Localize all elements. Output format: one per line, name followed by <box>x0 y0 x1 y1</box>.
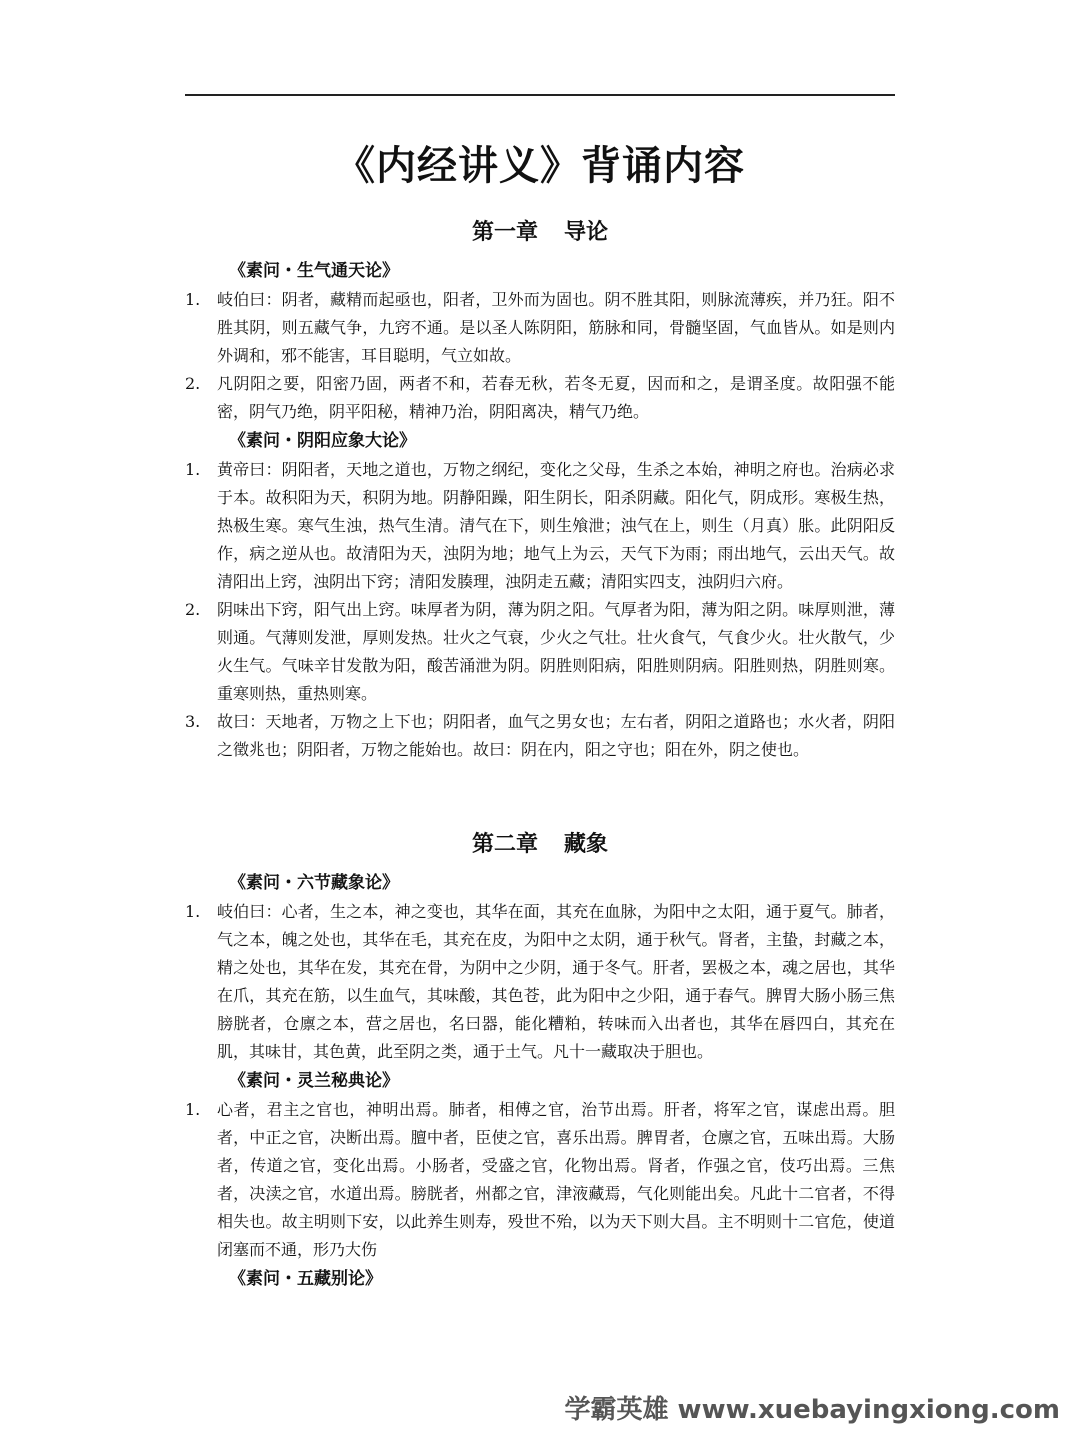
item-text: 阴味出下窍，阳气出上窍。味厚者为阴，薄为阴之阳。气厚者为阳，薄为阳之阴。味厚则泄，薄则通。气薄则发泄，厚则发热。壮火之气衰，少火之气壮。壮火食气，气食少火。壮火散气，少火生气。气味辛甘发散为阳，酸苦涌泄为阴。阴胜则阳病，阳胜则阴病。阳胜则热，阴胜则寒。重寒则热，重热则寒。 <box>217 600 895 703</box>
item-number: 1. <box>185 290 201 309</box>
chapter-2 <box>185 828 895 1294</box>
list-item <box>185 370 895 426</box>
list-item <box>185 898 895 1066</box>
list-item <box>185 1096 895 1264</box>
chapter-number: 第一章 <box>471 220 538 245</box>
item-number: 3. <box>185 712 201 731</box>
item-text: 岐伯曰：心者，生之本，神之变也，其华在面，其充在血脉，为阳中之太阳，通于夏气。肺者，气之本，魄之处也，其华在毛，其充在皮，为阳中之太阴，通于秋气。肾者，主蛰，封藏之本，精之处也，其华在发，其充在骨，为阴中之少阴，通于冬气。肝者，罢极之本，魂之居也，其华在爪，其充在筋，以生血气，其味酸，其色苍，此为阳中之少阳，通于春气。脾胃大肠小肠三焦膀胱者，仓廪之本，营之居也，名曰器，能化糟粕，转味而入出者也，其华在唇四白，其充在肌，其味甘，其色黄，此至阴之类，通于土气。凡十一藏取决于胆也。 <box>217 902 895 1061</box>
item-number: 1. <box>185 1100 201 1119</box>
item-number: 2. <box>185 374 201 393</box>
item-text: 凡阴阳之要，阳密乃固，两者不和，若春无秋，若冬无夏，因而和之，是谓圣度。故阳强不能密，阴气乃绝，阴平阳秘，精神乃治，阴阳离决，精气乃绝。 <box>217 374 895 421</box>
list-item <box>185 456 895 596</box>
item-text: 岐伯曰：阴者，藏精而起亟也，阳者，卫外而为固也。阴不胜其阳，则脉流薄疾，并乃狂。阳不胜其阴，则五藏气争，九窍不通。是以圣人陈阴阳，筋脉和同，骨髓坚固，气血皆从。如是则内外调和，邪不能害，耳目聪明，气立如故。 <box>217 290 895 365</box>
section-title: 《素问・五藏别论》 <box>229 1269 382 1289</box>
item-number: 1. <box>185 902 201 921</box>
chapter-1 <box>185 216 895 764</box>
page-title: 《内经讲义》背诵内容 <box>335 143 745 189</box>
item-number: 1. <box>185 460 201 479</box>
list-item <box>185 286 895 370</box>
section-title: 《素问・六节藏象论》 <box>229 873 399 893</box>
chapter-heading <box>185 828 895 862</box>
section-title: 《素问・生气通天论》 <box>229 261 399 281</box>
item-text: 心者，君主之官也，神明出焉。肺者，相傅之官，治节出焉。肝者，将军之官，谋虑出焉。胆者，中正之官，决断出焉。膻中者，臣使之官，喜乐出焉。脾胃者，仓廪之官，五味出焉。大肠者，传道之官，变化出焉。小肠者，受盛之官，化物出焉。肾者，作强之官，伎巧出焉。三焦者，决渎之官，水道出焉。膀胱者，州都之官，津液藏焉，气化则能出矣。凡此十二官者，不得相失也。故主明则下安，以此养生则寿，殁世不殆，以为天下则大昌。主不明则十二官危，使道闭塞而不通，形乃大伤 <box>217 1100 895 1259</box>
chapter-number: 第二章 <box>471 832 538 857</box>
list-item <box>185 708 895 764</box>
list-item <box>185 596 895 708</box>
item-text: 故曰：天地者，万物之上下也；阴阳者，血气之男女也；左右者，阴阳之道路也；水火者，阴阳之徵兆也；阴阳者，万物之能始也。故曰：阴在内，阳之守也；阳在外，阴之使也。 <box>217 712 895 759</box>
section-title: 《素问・灵兰秘典论》 <box>229 1071 399 1091</box>
header-rule <box>185 94 895 96</box>
item-text: 黄帝曰：阴阳者，天地之道也，万物之纲纪，变化之父母，生杀之本始，神明之府也。治病必求于本。故积阳为天，积阴为地。阴静阳躁，阳生阴长，阳杀阴藏。阳化气，阴成形。寒极生热，热极生寒。寒气生浊，热气生清。清气在下，则生飧泄；浊气在上，则生（月真）胀。此阴阳反作，病之逆从也。故清阳为天，浊阴为地；地气上为云，天气下为雨；雨出地气，云出天气。故清阳出上窍，浊阴出下窍；清阳发腠理，浊阴走五藏；清阳实四支，浊阴归六府。 <box>217 460 895 591</box>
chapter-name: 藏象 <box>564 832 609 857</box>
item-number: 2. <box>185 600 201 619</box>
chapter-heading <box>185 216 895 250</box>
section-title: 《素问・阴阳应象大论》 <box>229 431 416 451</box>
watermark: 学霸英雄 www.xuebayingxiong.com <box>564 1395 1060 1425</box>
chapter-name: 导论 <box>564 220 609 245</box>
